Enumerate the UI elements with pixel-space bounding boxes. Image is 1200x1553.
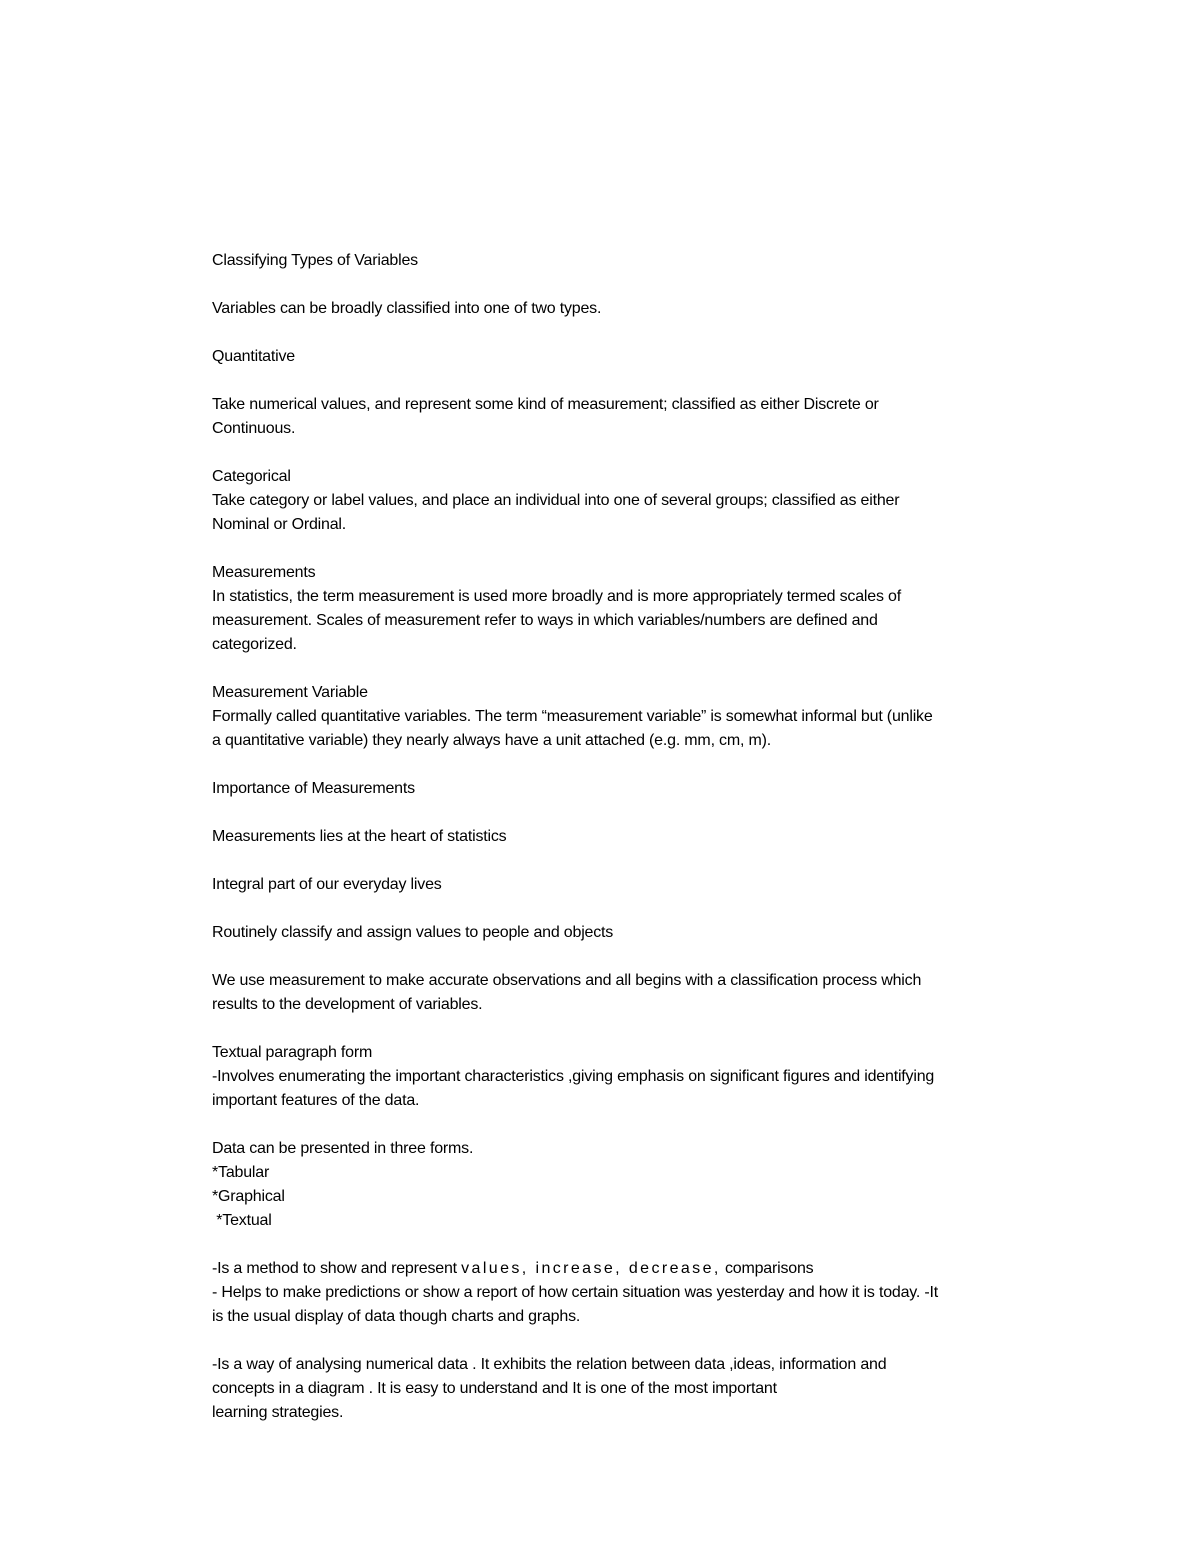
blank-line [212, 849, 1062, 873]
document-body [212, 249, 1062, 1425]
quantitative-heading: Quantitative [212, 348, 295, 365]
measurement-variable-text-line: a quantitative variable) they nearly always have a unit attached (e.g. mm, cm, m). [212, 732, 771, 749]
graphical-desc-text: -Is a method to show and represent [212, 1260, 462, 1277]
quantitative-text-line: Take numerical values, and represent some kind of measurement; classified as either Discrete or [212, 396, 879, 413]
importance-point: Integral part of our everyday lives [212, 876, 442, 893]
intro-text: Variables can be broadly classified into one of two types. [212, 300, 602, 317]
blank-line [212, 1329, 1062, 1353]
textual-heading: Textual paragraph form [212, 1044, 373, 1061]
blank-line [212, 1233, 1062, 1257]
measurements-text-line: categorized. [212, 636, 297, 653]
importance-point: results to the development of variables. [212, 996, 483, 1013]
page-title: Classifying Types of Variables [212, 252, 418, 269]
textual-text-line: -Involves enumerating the important characteristics ,giving emphasis on significant figures and identifying [212, 1068, 935, 1085]
blank-line [212, 897, 1062, 921]
blank-line [212, 321, 1062, 345]
blank-line [212, 441, 1062, 465]
blank-line [212, 1113, 1062, 1137]
blank-line [212, 369, 1062, 393]
categorical-text-line: Nominal or Ordinal. [212, 516, 347, 533]
blank-line [212, 1017, 1062, 1041]
categorical-text-line: Take category or label values, and place an individual into one of several groups; classified as either [212, 492, 900, 509]
blank-line [212, 753, 1062, 777]
blank-line [212, 657, 1062, 681]
forms-intro: Data can be presented in three forms. [212, 1140, 474, 1157]
forms-list-item: *Tabular [212, 1164, 270, 1181]
textual-desc-line: learning strategies. [212, 1404, 344, 1421]
blank-line [212, 945, 1062, 969]
categorical-heading: Categorical [212, 468, 291, 485]
measurements-text-line: measurement. Scales of measurement refer to ways in which variables/numbers are defined and [212, 612, 878, 629]
blank-line [212, 273, 1062, 297]
forms-list-item: *Graphical [212, 1188, 285, 1205]
graphical-desc-line: - Helps to make predictions or show a report of how certain situation was yesterday and how it is today. -It [212, 1284, 939, 1301]
textual-desc-line: concepts in a diagram . It is easy to understand and It is one of the most important [212, 1380, 777, 1397]
quantitative-text-line: Continuous. [212, 420, 296, 437]
blank-line [212, 801, 1062, 825]
importance-point: Routinely classify and assign values to people and objects [212, 924, 614, 941]
textual-text-line: important features of the data. [212, 1092, 420, 1109]
measurements-text-line: In statistics, the term measurement is used more broadly and is more appropriately termed scales of [212, 588, 901, 605]
importance-point: We use measurement to make accurate observations and all begins with a classification process which [212, 972, 922, 989]
blank-line [212, 537, 1062, 561]
importance-heading: Importance of Measurements [212, 780, 415, 797]
graphical-desc-text: comparisons [720, 1260, 814, 1277]
graphical-desc-spaced-text: values, increase, decrease, [461, 1260, 721, 1277]
measurement-variable-text-line: Formally called quantitative variables. The term “measurement variable” is somewhat informal but (unlike [212, 708, 933, 725]
importance-point: Measurements lies at the heart of statistics [212, 828, 507, 845]
textual-desc-line: -Is a way of analysing numerical data . It exhibits the relation between data ,ideas, information and [212, 1356, 887, 1373]
graphical-desc-line: is the usual display of data though charts and graphs. [212, 1308, 581, 1325]
graphical-desc-line [212, 1257, 1062, 1281]
measurement-variable-heading: Measurement Variable [212, 684, 368, 701]
measurements-heading: Measurements [212, 564, 316, 581]
forms-list-item: *Textual [212, 1212, 272, 1229]
